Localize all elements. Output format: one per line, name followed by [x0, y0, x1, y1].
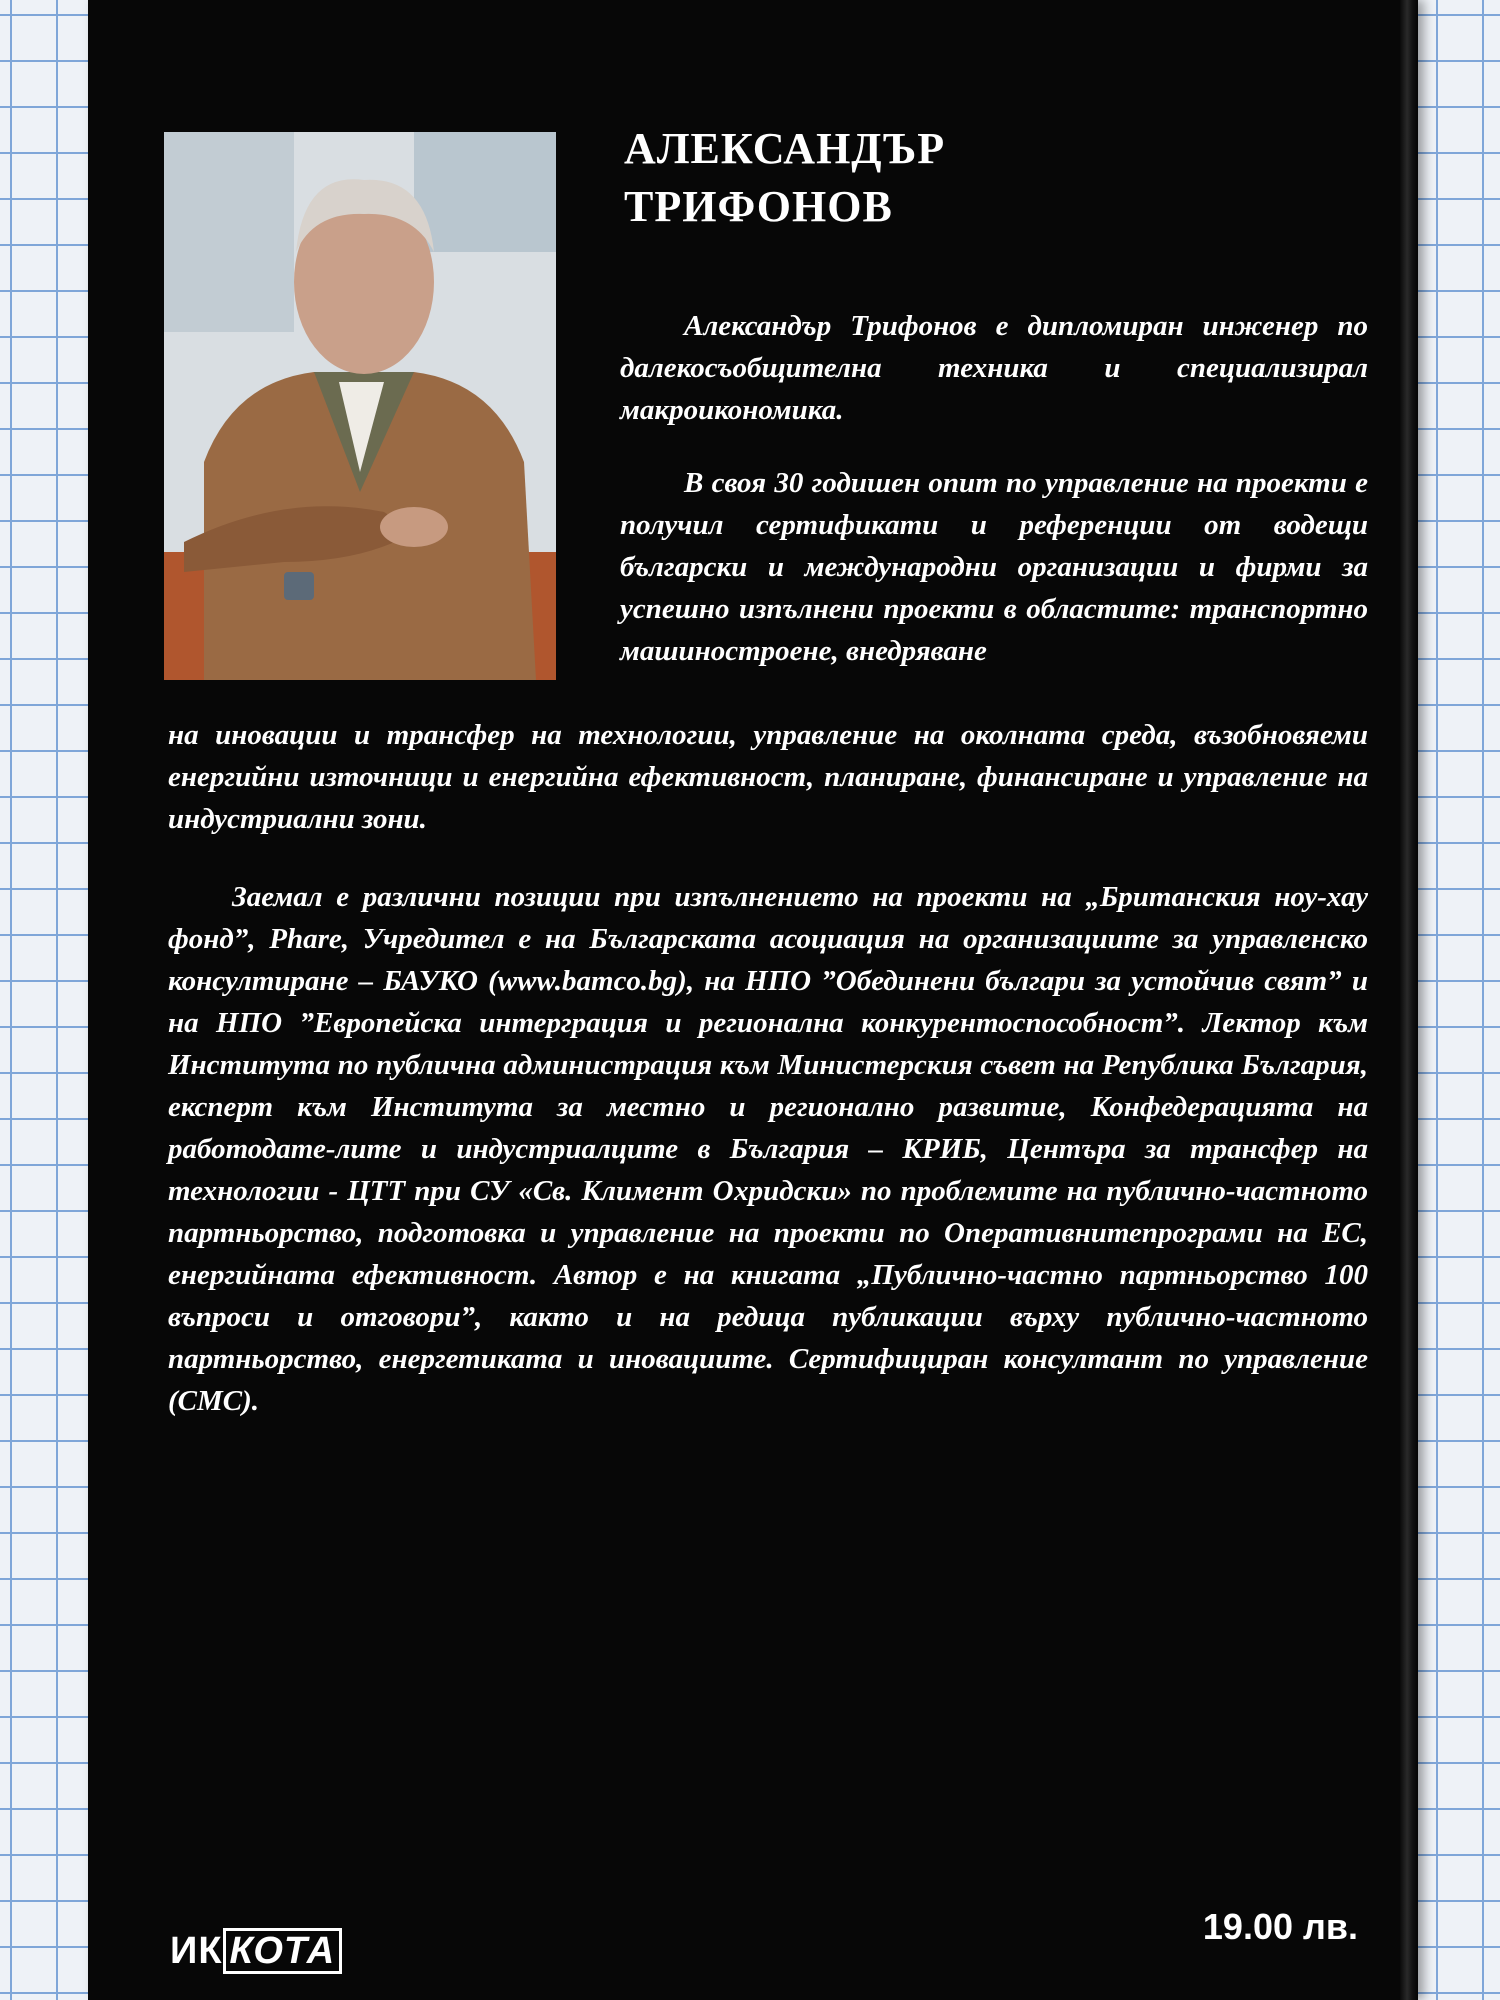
publisher-boxed-name: КОТА	[223, 1928, 343, 1974]
author-first-name: АЛЕКСАНДЪР	[624, 124, 946, 173]
bio-paragraph-3: Заемал е различни позиции при изпълнението на проекти на „Британския ноу-хау фонд”, Phare, Учредител е на Българската асоциация на организациите за управленско консултиране – БАУКО (www.bamco.bg), на НПО ”Обединени българи за устойчив свят” и на НПО ”Европейска интерграция и регионална конкурентоспособност”. Лектор към Института по публична администрация към Министерския съвет на Република България, експерт към Института за местно и регионално развитие, Конфедерацията на работодате-лите и индустриалците в България – КРИБ, Центъра за трансфер на технологии - ЦТТ при СУ «Св. Климент Охридски» по проблемите на публично-частното партньорство, подготовка и управление на проекти по Оперативнитепрограми на ЕС, енергийната ефективност. Автор е на книгата „Публично-частно партньорство 100 въпроси и отговори”, както и на редица публикации върху публично-частното партньорство, енергетиката и иновациите. Сертифициран консултант по управление (СМС).	[168, 881, 1368, 1417]
bio-paragraph-2-continued: на иновации и трансфер на технологии, управление на околната среда, възобновяеми енергийни източници и енергийна ефективност, планиране, финансиране и управление на индустриални зони.	[168, 719, 1368, 835]
publisher-prefix: ИК	[170, 1930, 223, 1972]
book-back-cover	[88, 0, 1418, 2000]
bio-paragraph-1: Александър Трифонов е дипломиран инженер по далекосъобщителна техника и специализирал макроикономика.	[620, 310, 1368, 426]
book-price: 19.00 лв.	[1202, 1906, 1358, 1947]
cover-spine-edge	[1400, 0, 1418, 2000]
bio-paragraph-2: В своя 30 годишен опит по управление на проекти е получил сертификати и референции от водещи български и международни организации и фирми за успешно изпълнени проекти в областите: транспортно машиностроене, внедряване	[620, 467, 1368, 667]
author-last-name: ТРИФОНОВ	[624, 182, 893, 231]
author-name-title	[624, 120, 1344, 236]
author-photo	[164, 132, 556, 680]
publisher-logo	[170, 1928, 342, 1974]
